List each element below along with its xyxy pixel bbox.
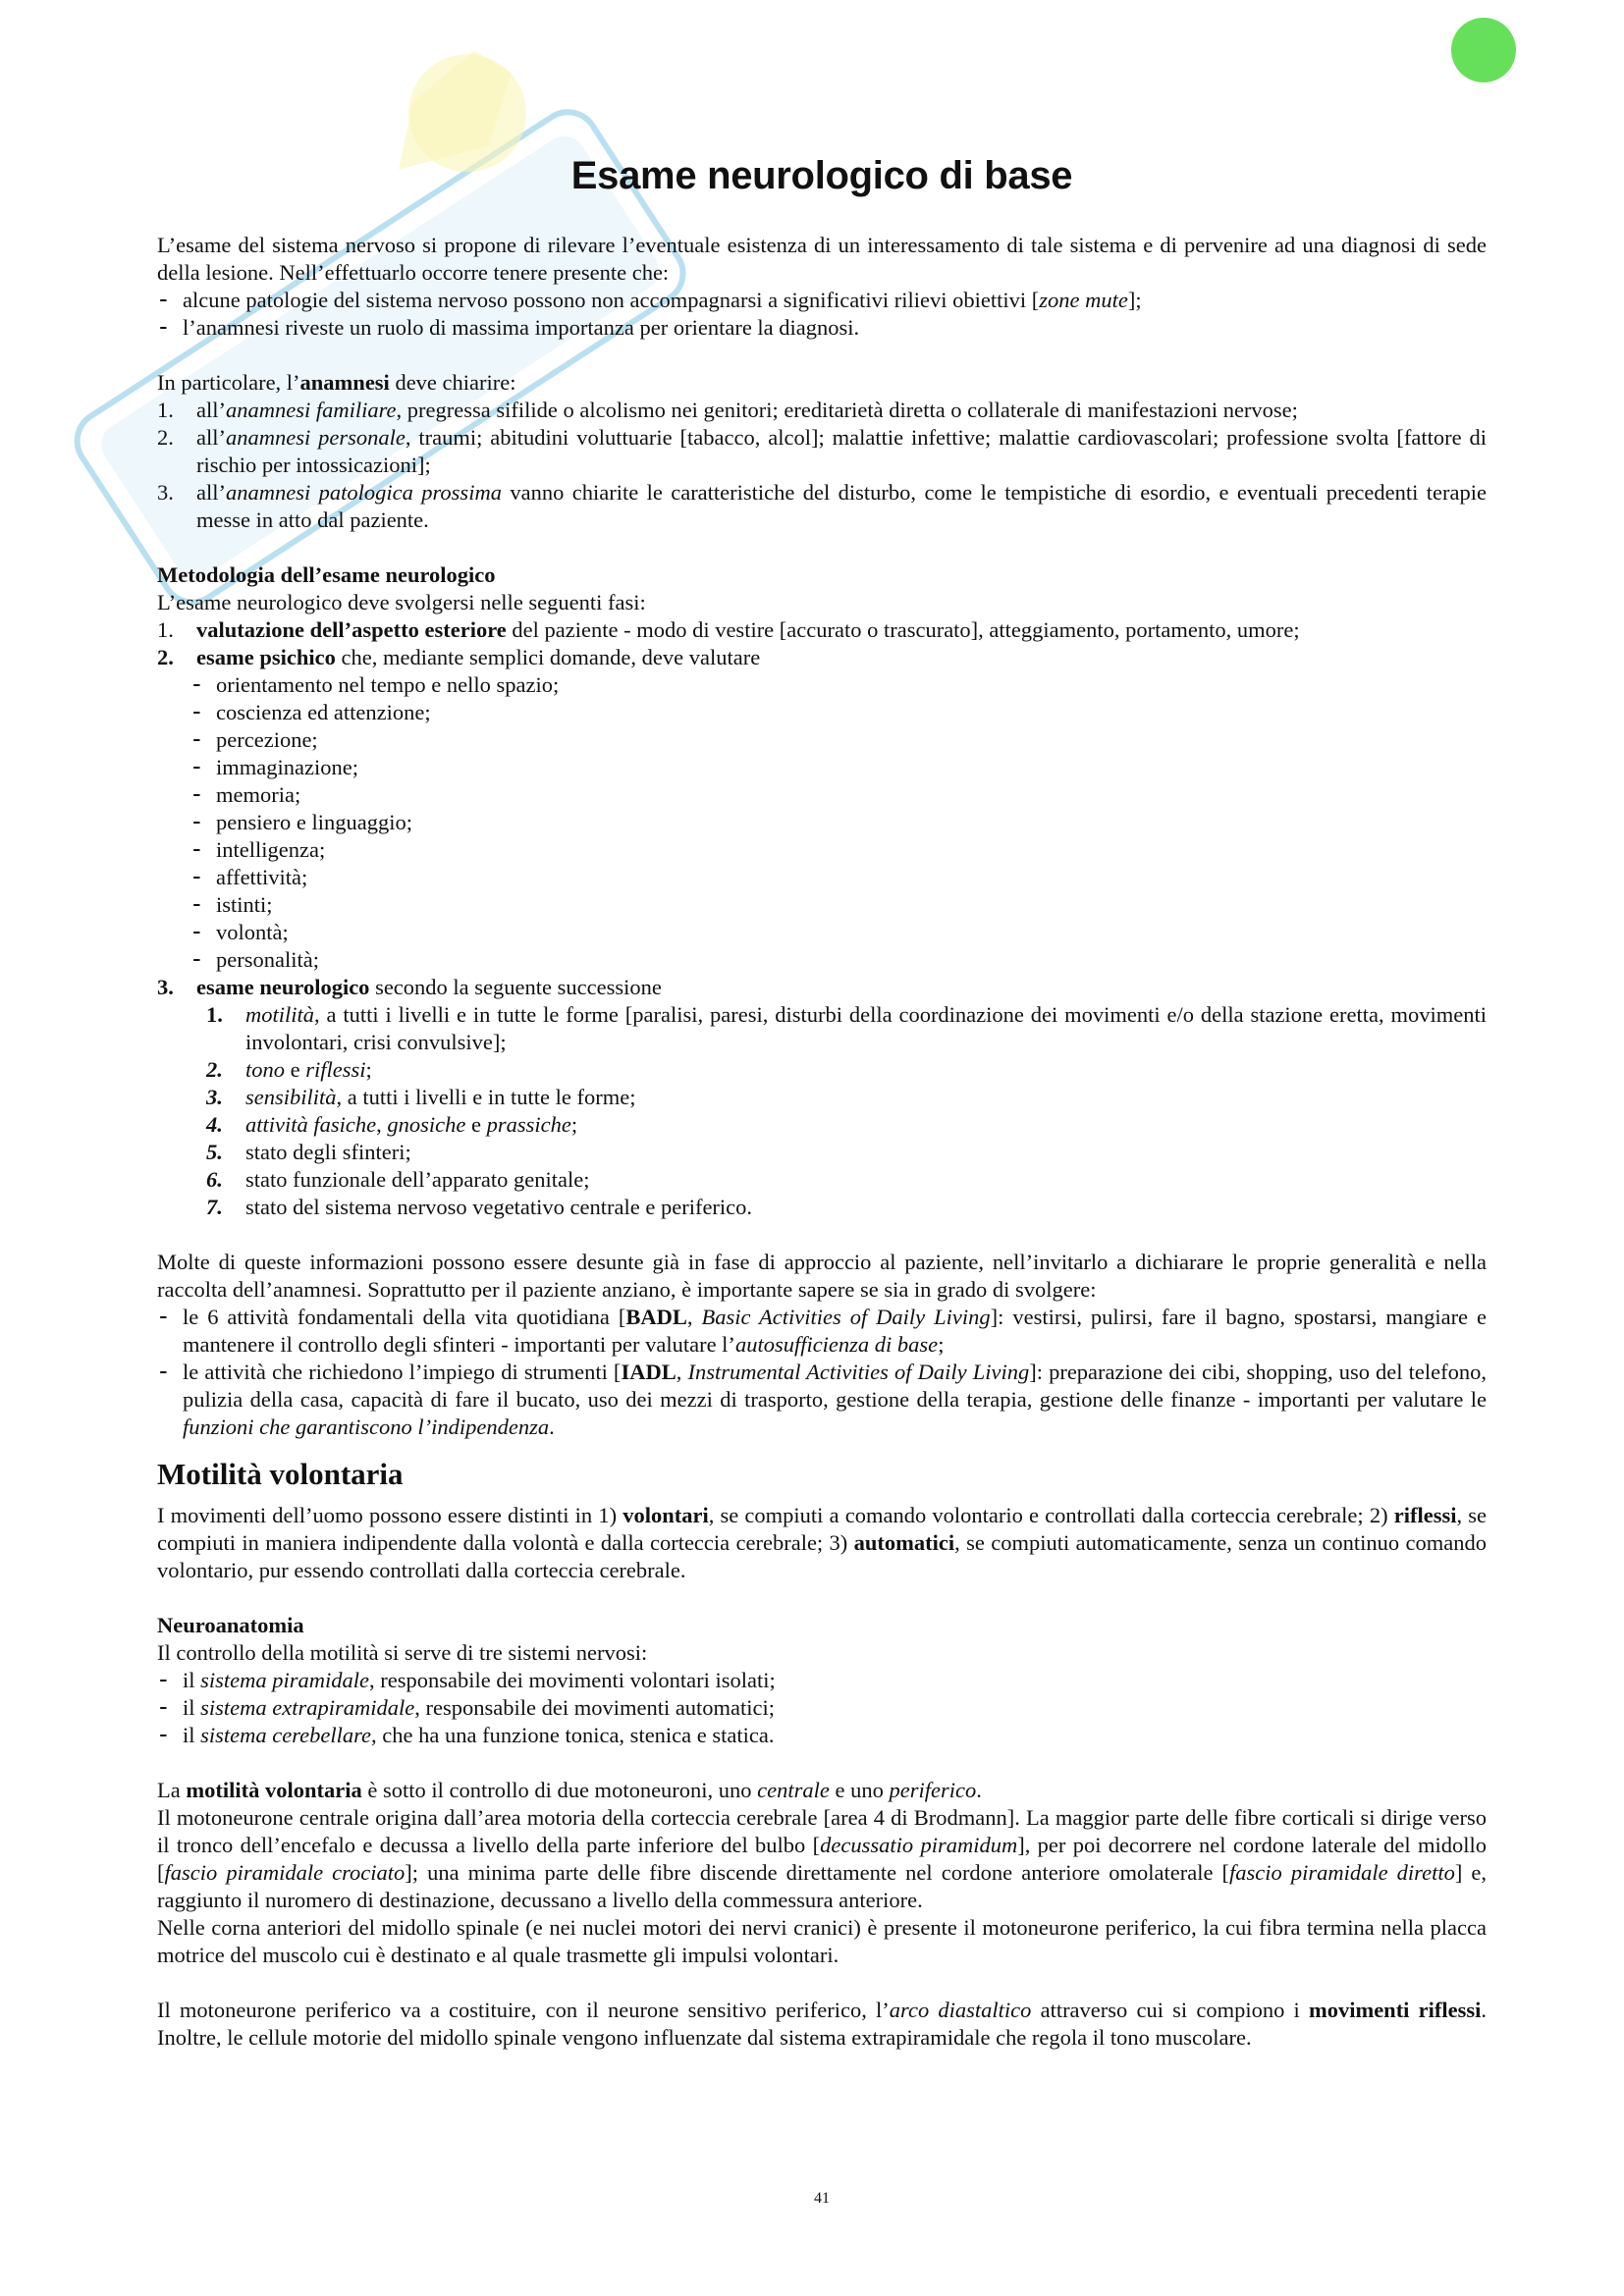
list-item: 2. tono e riflessi;: [206, 1057, 372, 1082]
list-item: 3. all’anamnesi patologica prossima vanno chiarite le caratteristiche del disturbo, come le tempistiche di esordio, e eventuali precedenti terapie messe in atto dal paziente.: [157, 480, 1487, 532]
list-item: - il sistema extrapiramidale, responsabile dei movimenti automatici;: [157, 1694, 1487, 1722]
motoneurone-centrale-paragraph: Il motoneurone centrale origina dall’area motoria della corteccia cerebrale [area 4 di Brodmann]. La maggior parte delle fibre corticali si dirige verso il tronco dell’encefalo e decussa a livello della parte inferiore del bulbo [decussatio piramidum], per poi decorrere nel cordone laterale del midollo [fascio piramidale crociato]; una minima parte delle fibre discende direttamente nel cordone anteriore omolaterale [fascio piramidale diretto] e, raggiunto il nuromero di destinazione, decussano a livello della commessura anteriore.: [157, 1805, 1488, 1912]
list-item: 1. motilità, a tutti i livelli e in tutte le forme [paralisi, paresi, disturbi della coordinazione dei movimenti e/o della stazione eretta, movimenti involontari, crisi convulsive];: [206, 1002, 1487, 1054]
anamnesi-lead: In particolare, l’anamnesi deve chiarire:: [157, 370, 516, 395]
list-item: 2. esame psichico che, mediante semplici domande, deve valutare - orientamento nel tempo e nello spazio; - coscienza ed attenzione; - percezione; - immaginazione; - memoria; - pensiero e linguaggio; - intelligenza; - affettività; - istinti; - volontà; - personalità;: [157, 644, 1487, 974]
list-item: - il sistema piramidale, responsabile dei movimenti volontari isolati;: [157, 1667, 1487, 1694]
approccio-list: [157, 1304, 1487, 1441]
list-item: 3. esame neurologico secondo la seguente successione 1. motilità, a tutti i livelli e in tutte le forme [paralisi, paresi, disturbi della coordinazione dei movimenti e/o della stazione eretta, movimenti involontari, crisi convulsive]; 2. tono e riflessi; 3. sensibilità, a tutti i livelli e in tutte le forme; 4. attività fasiche, gnosiche e prassiche; 5. stato degli sfinteri; 6. stato funzionale dell’apparato genitale; 7. stato del sistema nervoso vegetativo centrale e periferico.: [157, 975, 1487, 1219]
intro-paragraph: L’esame del sistema nervoso si propone di rilevare l’eventuale esistenza di un interessamento di tale sistema e di pervenire ad una diagnosi di sede della lesione. Nell’effettuarlo occorre tenere presente che:: [157, 233, 1487, 285]
list-item: - le 6 attività fondamentali della vita quotidiana [BADL, Basic Activities of Daily Living]: vestirsi, pulirsi, fare il bagno, spostarsi, mangiare e mantenere il controllo degli sfinteri - importanti per valutare l’autosufficienza di base;: [157, 1304, 1487, 1359]
list-item: - immaginazione;: [157, 754, 1487, 781]
list-item: 5. stato degli sfinteri;: [206, 1140, 411, 1164]
approccio-paragraph: Molte di queste informazioni possono essere desunte già in fase di approccio al paziente, nell’invitarlo a dichiarare le proprie generalità e nella raccolta dell’anamnesi. Soprattutto per il paziente anziano, è importante sapere se sia in grado di svolgere:: [157, 1250, 1487, 1302]
list-item: - l’anamnesi riveste un ruolo di massima importanza per orientare la diagnosi.: [157, 314, 1487, 342]
sistemi-list: [157, 1667, 1487, 1749]
list-item: 2. all’anamnesi personale, traumi; abitudini voluttuarie [tabacco, alcol]; malattie infettive; malattie cardiovascolari; professione svolta [fattore di rischio per intossicazioni];: [157, 425, 1487, 477]
metodologia-lead: L’esame neurologico deve svolgersi nelle seguenti fasi:: [157, 590, 646, 614]
list-item: - coscienza ed attenzione;: [157, 699, 1487, 726]
list-item: - affettività;: [157, 864, 1487, 891]
intro-list: [157, 287, 1487, 342]
motoneurone-periferico-paragraph: Nelle corna anteriori del midollo spinale (e nei nuclei motori dei nervi cranici) è presente il motoneurone periferico, la cui fibra termina nella placca motrice del muscolo cui è destinato e al quale trasmette gli impulsi volontari.: [157, 1915, 1487, 1967]
list-item: - istinti;: [157, 891, 1487, 919]
status-dot: [1451, 18, 1516, 82]
list-item: - le attività che richiedono l’impiego di strumenti [IADL, Instrumental Activities of Daily Living]: preparazione dei cibi, shopping, uso del telefono, pulizia della casa, capacità di fare il bucato, uso dei mezzi di trasporto, gestione della terapia, gestione delle finanze - importanti per valutare le funzioni che garantiscono l’indipendenza.: [157, 1359, 1487, 1441]
document-body: [157, 232, 1487, 2052]
list-item: - volontà;: [157, 919, 1487, 946]
anamnesi-list: [157, 397, 1487, 534]
arco-diastaltico-paragraph: Il motoneurone periferico va a costituire, con il neurone sensitivo periferico, l’arco diastaltico attraverso cui si compiono i movimenti riflessi. Inoltre, le cellule motorie del midollo spinale vengono influenzate dal sistema extrapiramidale che regola il tono muscolare.: [157, 1998, 1487, 2050]
list-item: 3. sensibilità, a tutti i livelli e in tutte le forme;: [206, 1085, 636, 1109]
motilita-paragraph: I movimenti dell’uomo possono essere distinti in 1) volontari, se compiuti a comando volontario e controllati dalla corteccia cerebrale; 2) riflessi, se compiuti in maniera indipendente dalla volontà e dalla corteccia cerebrale; 3) automatici, se compiuti automaticamente, senza un continuo comando volontario, pur essendo controllati dalla corteccia cerebrale.: [157, 1503, 1488, 1582]
psichico-list: [157, 671, 1487, 974]
list-item: - alcune patologie del sistema nervoso possono non accompagnarsi a significativi rilievi obiettivi [zone mute];: [157, 287, 1487, 314]
list-item: - pensiero e linguaggio;: [157, 809, 1487, 836]
list-item: 7. stato del sistema nervoso vegetativo centrale e periferico.: [206, 1195, 753, 1219]
page-number: 41: [814, 2190, 830, 2207]
successione-list: [157, 1001, 1487, 1221]
neuroanatomia-lead: Il controllo della motilità si serve di tre sistemi nervosi:: [157, 1640, 648, 1665]
list-item: 6. stato funzionale dell’apparato genitale;: [206, 1167, 590, 1192]
list-item: - intelligenza;: [157, 836, 1487, 864]
list-item: - orientamento nel tempo e nello spazio;: [157, 671, 1487, 699]
list-item: 4. attività fasiche, gnosiche e prassiche;: [206, 1112, 578, 1137]
motoneuroni-paragraph: La motilità volontaria è sotto il controllo di due motoneuroni, uno centrale e uno periferico.: [157, 1778, 982, 1802]
section-heading: Motilità volontaria: [157, 1457, 404, 1491]
list-item: - percezione;: [157, 726, 1487, 754]
page-title: Esame neurologico di base: [570, 154, 1073, 197]
list-item: - memoria;: [157, 781, 1487, 809]
list-item: 1. valutazione dell’aspetto esteriore del paziente - modo di vestire [accurato o trascurato], atteggiamento, portamento, umore;: [157, 617, 1300, 642]
metodologia-heading: Metodologia dell’esame neurologico: [157, 562, 496, 587]
list-item: - il sistema cerebellare, che ha una funzione tonica, stenica e statica.: [157, 1722, 1487, 1749]
neuroanatomia-heading: Neuroanatomia: [157, 1613, 304, 1637]
list-item: - personalità;: [157, 946, 1487, 974]
fasi-list: [157, 616, 1487, 1221]
list-item: 1. all’anamnesi familiare, pregressa sifilide o alcolismo nei genitori; ereditarietà diretta o collaterale di manifestazioni nervose;: [157, 398, 1298, 422]
